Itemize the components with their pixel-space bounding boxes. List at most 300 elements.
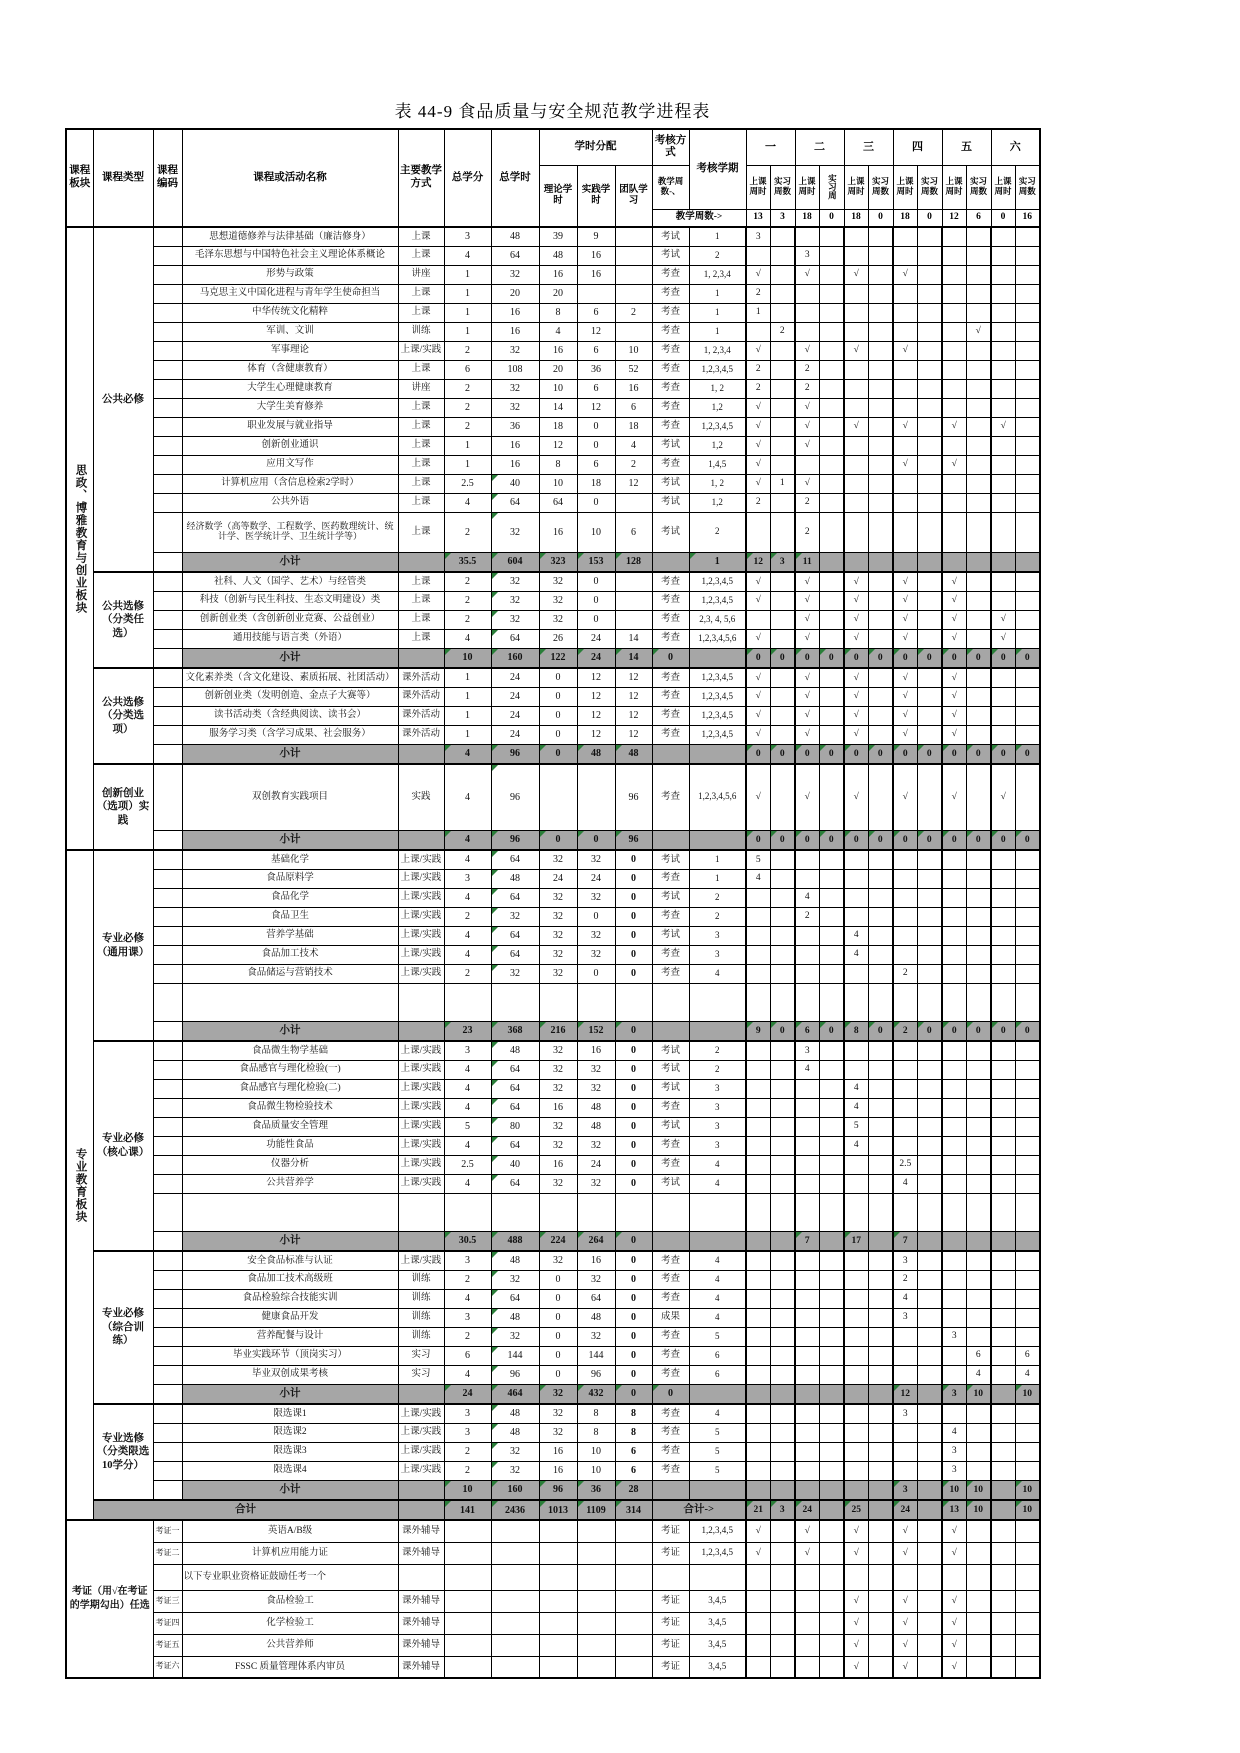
semester-cell xyxy=(746,1289,770,1308)
team-hours xyxy=(615,284,652,303)
total-credits xyxy=(444,1542,491,1564)
semester-cell: 2 xyxy=(746,360,770,379)
semester-cell xyxy=(893,888,917,907)
team-hours: 0 xyxy=(615,1136,652,1155)
semester-cell xyxy=(966,725,991,744)
semester-cell xyxy=(819,1520,844,1542)
semester-cell xyxy=(1015,907,1040,926)
total-hours xyxy=(491,1612,539,1634)
team-hours: 0 xyxy=(615,1384,652,1404)
course-code xyxy=(153,744,182,764)
semester-cell xyxy=(868,1612,893,1634)
theory-hours xyxy=(539,1193,577,1231)
semester-cell: √ xyxy=(795,572,819,591)
semester-cell xyxy=(893,869,917,888)
total-hours: 36 xyxy=(491,417,539,436)
semester-cell xyxy=(746,1155,770,1174)
exam-semester: 2 xyxy=(689,1060,746,1079)
course-code xyxy=(153,945,182,964)
course-code: 考证三 xyxy=(153,1590,182,1612)
team-hours: 0 xyxy=(615,1308,652,1327)
semester-cell: 0 xyxy=(917,744,942,764)
semester-cell xyxy=(942,1193,966,1231)
course-name: 科技（创新与民生科技、生态文明建设）类 xyxy=(182,591,398,610)
semester-cell xyxy=(966,1079,991,1098)
header-sub-1: 实习周数 xyxy=(770,165,795,209)
course-code xyxy=(153,1155,182,1174)
exam-semester: 1, 2 xyxy=(689,379,746,398)
total-hours: 144 xyxy=(491,1346,539,1365)
semester-cell xyxy=(819,1564,844,1590)
semester-cell xyxy=(795,455,819,474)
semester-cell xyxy=(917,1480,942,1500)
semester-cell xyxy=(770,1174,795,1193)
total-credits: 2 xyxy=(444,1461,491,1480)
semester-cell: √ xyxy=(795,629,819,648)
team-hours xyxy=(615,610,652,629)
exam-type xyxy=(652,1231,689,1251)
semester-cell xyxy=(868,1308,893,1327)
team-hours: 28 xyxy=(615,1480,652,1500)
subtotal-label: 小计 xyxy=(182,648,398,668)
semester-cell xyxy=(917,888,942,907)
total-hours xyxy=(491,1520,539,1542)
semester-cell: 3 xyxy=(795,1041,819,1060)
semester-cell xyxy=(819,1193,844,1231)
weeks-value: 0 xyxy=(991,209,1015,227)
semester-cell: 6 xyxy=(966,1346,991,1365)
semester-cell xyxy=(746,1384,770,1404)
semester-cell xyxy=(795,926,819,945)
practice-hours: 0 xyxy=(577,436,615,455)
semester-cell xyxy=(942,1098,966,1117)
semester-cell xyxy=(1015,1634,1040,1656)
semester-cell: √ xyxy=(844,687,868,706)
semester-cell xyxy=(819,284,844,303)
semester-cell xyxy=(942,379,966,398)
practice-hours: 24 xyxy=(577,629,615,648)
total-hours: 24 xyxy=(491,668,539,687)
course-name: 限选课3 xyxy=(182,1442,398,1461)
semester-cell xyxy=(917,1308,942,1327)
course-code: 考证一 xyxy=(153,1520,182,1542)
semester-cell xyxy=(819,1174,844,1193)
semester-cell xyxy=(795,1634,819,1656)
semester-cell: 0 xyxy=(868,1021,893,1041)
semester-cell xyxy=(770,1365,795,1384)
practice-hours: 152 xyxy=(577,1021,615,1041)
semester-cell xyxy=(1015,706,1040,725)
semester-cell xyxy=(917,1117,942,1136)
course-code xyxy=(153,552,182,572)
teaching-method: 课外辅导 xyxy=(398,1590,444,1612)
semester-cell xyxy=(746,1060,770,1079)
semester-cell xyxy=(770,764,795,830)
semester-cell xyxy=(770,1634,795,1656)
semester-cell: 2 xyxy=(795,493,819,512)
exam-type: 考查 xyxy=(652,1461,689,1480)
semester-cell xyxy=(746,1231,770,1251)
course-name: 经济数学（高等数学、工程数学、医药数理统计、统计学、医学统计学、卫生统计学等） xyxy=(182,512,398,552)
exam-semester: 1,4,5 xyxy=(689,455,746,474)
theory-hours: 16 xyxy=(539,341,577,360)
exam-type: 成果 xyxy=(652,1308,689,1327)
semester-cell xyxy=(746,1590,770,1612)
total-hours: 464 xyxy=(491,1384,539,1404)
semester-cell xyxy=(893,1442,917,1461)
practice-hours: 12 xyxy=(577,725,615,744)
semester-cell xyxy=(746,1041,770,1060)
semester-cell xyxy=(1015,1308,1040,1327)
semester-cell xyxy=(819,1289,844,1308)
team-hours: 0 xyxy=(615,1327,652,1346)
semester-cell xyxy=(819,303,844,322)
semester-cell xyxy=(795,964,819,983)
semester-cell xyxy=(1015,572,1040,591)
semester-cell: 0 xyxy=(819,648,844,668)
header-sub-2: 上课周时 xyxy=(795,165,819,209)
semester-cell: 3 xyxy=(942,1327,966,1346)
exam-type: 考查 xyxy=(652,1423,689,1442)
total-credits: 4 xyxy=(444,888,491,907)
total-credits: 4 xyxy=(444,744,491,764)
semester-cell xyxy=(966,493,991,512)
semester-cell xyxy=(917,398,942,417)
semester-cell: √ xyxy=(746,1520,770,1542)
semester-cell: 4 xyxy=(1015,1365,1040,1384)
practice-hours xyxy=(577,764,615,830)
total-hours: 80 xyxy=(491,1117,539,1136)
semester-cell xyxy=(770,227,795,246)
semester-cell xyxy=(1015,1136,1040,1155)
team-hours: 2 xyxy=(615,455,652,474)
semester-cell xyxy=(868,227,893,246)
exam-type: 考查 xyxy=(652,398,689,417)
semester-cell: √ xyxy=(746,474,770,493)
semester-cell xyxy=(966,246,991,265)
semester-cell xyxy=(966,1564,991,1590)
semester-cell: 2 xyxy=(795,379,819,398)
subtotal-label: 小计 xyxy=(182,1480,398,1500)
practice-hours: 6 xyxy=(577,303,615,322)
theory-hours: 216 xyxy=(539,1021,577,1041)
teaching-method: 上课 xyxy=(398,455,444,474)
teaching-method: 上课/实践 xyxy=(398,850,444,869)
course-name: 公共外语 xyxy=(182,493,398,512)
teaching-method xyxy=(398,552,444,572)
exam-semester: 1,2 xyxy=(689,398,746,417)
semester-cell xyxy=(770,850,795,869)
semester-cell: 2 xyxy=(746,284,770,303)
teaching-method: 上课 xyxy=(398,629,444,648)
semester-cell xyxy=(770,1404,795,1423)
semester-cell xyxy=(770,706,795,725)
semester-cell xyxy=(991,1041,1015,1060)
teaching-method: 上课 xyxy=(398,591,444,610)
theory-hours: 32 xyxy=(539,945,577,964)
weeks-value: 3 xyxy=(770,209,795,227)
exam-type: 考试 xyxy=(652,227,689,246)
theory-hours: 16 xyxy=(539,265,577,284)
theory-hours: 16 xyxy=(539,512,577,552)
exam-semester: 5 xyxy=(689,1327,746,1346)
course-name: 食品储运与营销技术 xyxy=(182,964,398,983)
total-hours xyxy=(491,1656,539,1678)
semester-cell xyxy=(966,1590,991,1612)
header-sem-2: 二 xyxy=(795,129,844,165)
semester-cell: 12 xyxy=(893,1384,917,1404)
total-credits: 2 xyxy=(444,1327,491,1346)
semester-cell xyxy=(991,1270,1015,1289)
semester-cell xyxy=(795,1289,819,1308)
header-theory: 理论学时 xyxy=(539,165,577,227)
semester-cell xyxy=(917,417,942,436)
team-hours xyxy=(615,1542,652,1564)
semester-cell: √ xyxy=(844,1612,868,1634)
total-credits: 2 xyxy=(444,512,491,552)
semester-cell xyxy=(868,1231,893,1251)
exam-semester: 3 xyxy=(689,945,746,964)
type-label: 专业必修（通用课） xyxy=(93,850,153,1041)
theory-hours: 32 xyxy=(539,964,577,983)
theory-hours: 0 xyxy=(539,706,577,725)
semester-cell xyxy=(844,227,868,246)
semester-cell xyxy=(917,1041,942,1060)
semester-cell xyxy=(746,1404,770,1423)
semester-cell xyxy=(991,687,1015,706)
course-name: 限选课4 xyxy=(182,1461,398,1480)
semester-cell xyxy=(868,1656,893,1678)
semester-cell xyxy=(917,1079,942,1098)
exam-type: 考查 xyxy=(652,725,689,744)
exam-type xyxy=(652,1564,689,1590)
semester-cell xyxy=(770,1308,795,1327)
semester-cell xyxy=(917,668,942,687)
theory-hours: 122 xyxy=(539,648,577,668)
semester-cell xyxy=(966,303,991,322)
semester-cell xyxy=(819,1542,844,1564)
semester-cell xyxy=(917,1251,942,1270)
semester-cell xyxy=(1015,1564,1040,1590)
exam-semester: 3 xyxy=(689,1136,746,1155)
semester-cell xyxy=(942,265,966,284)
semester-cell xyxy=(770,964,795,983)
total-hours xyxy=(491,1564,539,1590)
semester-cell xyxy=(844,493,868,512)
theory-hours: 14 xyxy=(539,398,577,417)
exam-type: 考查 xyxy=(652,1327,689,1346)
semester-cell: 0 xyxy=(1015,648,1040,668)
header-hours: 总学时 xyxy=(491,129,539,227)
course-name: 健康食品开发 xyxy=(182,1308,398,1327)
semester-cell xyxy=(966,455,991,474)
team-hours: 6 xyxy=(615,398,652,417)
semester-cell xyxy=(868,379,893,398)
semester-cell xyxy=(819,1079,844,1098)
exam-semester: 3,4,5 xyxy=(689,1612,746,1634)
total-credits: 4 xyxy=(444,1079,491,1098)
semester-cell xyxy=(795,1564,819,1590)
semester-cell: 4 xyxy=(795,1060,819,1079)
course-code xyxy=(153,668,182,687)
total-credits: 24 xyxy=(444,1384,491,1404)
semester-cell xyxy=(1015,1193,1040,1231)
semester-cell xyxy=(819,493,844,512)
semester-cell: 0 xyxy=(966,744,991,764)
practice-hours: 64 xyxy=(577,1289,615,1308)
semester-cell xyxy=(770,907,795,926)
semester-cell xyxy=(917,1612,942,1634)
semester-cell xyxy=(1015,417,1040,436)
exam-semester: 3 xyxy=(689,1098,746,1117)
total-hours: 48 xyxy=(491,869,539,888)
course-name: 食品微生物检验技术 xyxy=(182,1098,398,1117)
practice-hours: 36 xyxy=(577,1480,615,1500)
teaching-method xyxy=(398,1231,444,1251)
semester-cell xyxy=(917,725,942,744)
team-hours: 0 xyxy=(615,907,652,926)
semester-cell xyxy=(770,1612,795,1634)
semester-cell: √ xyxy=(844,1656,868,1678)
semester-cell xyxy=(991,436,1015,455)
team-hours: 4 xyxy=(615,436,652,455)
semester-cell: 0 xyxy=(942,744,966,764)
total-hours: 32 xyxy=(491,610,539,629)
total-credits: 3 xyxy=(444,1308,491,1327)
semester-cell xyxy=(819,1480,844,1500)
semester-cell: 2 xyxy=(746,379,770,398)
header-block: 课程板块 xyxy=(66,129,93,227)
practice-hours: 432 xyxy=(577,1384,615,1404)
total-credits: 30.5 xyxy=(444,1231,491,1251)
semester-cell xyxy=(770,1289,795,1308)
semester-cell: √ xyxy=(893,687,917,706)
semester-cell xyxy=(746,1251,770,1270)
theory-hours: 0 xyxy=(539,1308,577,1327)
total-credits: 2.5 xyxy=(444,1155,491,1174)
semester-cell xyxy=(868,436,893,455)
semester-cell xyxy=(991,1404,1015,1423)
teaching-method: 上课/实践 xyxy=(398,1060,444,1079)
semester-cell xyxy=(893,227,917,246)
semester-cell xyxy=(942,1289,966,1308)
semester-cell xyxy=(868,1564,893,1590)
exam-semester xyxy=(689,1231,746,1251)
teaching-method: 上课/实践 xyxy=(398,888,444,907)
exam-semester: 1,2,3,4,5,6 xyxy=(689,764,746,830)
semester-cell xyxy=(917,341,942,360)
semester-cell xyxy=(819,1461,844,1480)
theory-hours: 32 xyxy=(539,1384,577,1404)
teaching-method xyxy=(398,1564,444,1590)
semester-cell: √ xyxy=(795,1542,819,1564)
semester-cell: √ xyxy=(844,1520,868,1542)
semester-cell: √ xyxy=(893,455,917,474)
course-code xyxy=(153,591,182,610)
course-code xyxy=(153,493,182,512)
total-credits: 2 xyxy=(444,341,491,360)
team-hours: 0 xyxy=(615,1174,652,1193)
semester-cell xyxy=(746,322,770,341)
semester-cell xyxy=(868,1041,893,1060)
theory-hours xyxy=(539,1542,577,1564)
teaching-method: 上课/实践 xyxy=(398,341,444,360)
course-name: 食品卫生 xyxy=(182,907,398,926)
exam-type: 考试 xyxy=(652,1174,689,1193)
semester-cell xyxy=(795,1117,819,1136)
theory-hours: 16 xyxy=(539,1442,577,1461)
practice-hours: 48 xyxy=(577,744,615,764)
exam-semester: 2 xyxy=(689,888,746,907)
teaching-method: 上课 xyxy=(398,493,444,512)
semester-cell: 3 xyxy=(942,1461,966,1480)
semester-cell xyxy=(917,572,942,591)
semester-cell: √ xyxy=(844,1634,868,1656)
exam-type: 考查 xyxy=(652,1098,689,1117)
semester-cell xyxy=(795,983,819,1021)
practice-hours: 0 xyxy=(577,572,615,591)
course-name: FSSC 质量管理体系内审员 xyxy=(182,1656,398,1678)
theory-hours: 0 xyxy=(539,1365,577,1384)
semester-cell xyxy=(868,1500,893,1520)
semester-cell xyxy=(1015,629,1040,648)
semester-cell xyxy=(770,1590,795,1612)
total-credits: 1 xyxy=(444,668,491,687)
semester-cell xyxy=(991,284,1015,303)
course-code xyxy=(153,1270,182,1289)
team-hours: 6 xyxy=(615,1461,652,1480)
semester-cell: 0 xyxy=(991,648,1015,668)
total-hours: 64 xyxy=(491,888,539,907)
semester-cell xyxy=(917,850,942,869)
semester-cell xyxy=(868,1346,893,1365)
semester-cell xyxy=(770,1079,795,1098)
semester-cell xyxy=(795,1656,819,1678)
teaching-method xyxy=(398,830,444,850)
total-credits: 5 xyxy=(444,1117,491,1136)
course-code xyxy=(153,1251,182,1270)
semester-cell xyxy=(1015,1270,1040,1289)
exam-type: 考查 xyxy=(652,1365,689,1384)
team-hours: 0 xyxy=(615,1155,652,1174)
semester-cell xyxy=(917,455,942,474)
course-name: 通用技能与语言类（外语） xyxy=(182,629,398,648)
semester-cell xyxy=(868,1174,893,1193)
semester-cell xyxy=(991,552,1015,572)
exam-type: 考查 xyxy=(652,764,689,830)
semester-cell xyxy=(966,284,991,303)
theory-hours xyxy=(539,1564,577,1590)
semester-cell xyxy=(917,360,942,379)
semester-cell xyxy=(893,983,917,1021)
semester-cell xyxy=(844,1480,868,1500)
semester-cell xyxy=(966,1461,991,1480)
semester-cell xyxy=(770,983,795,1021)
semester-cell xyxy=(770,1231,795,1251)
exam-type xyxy=(652,552,689,572)
semester-cell: √ xyxy=(893,572,917,591)
semester-cell xyxy=(991,322,1015,341)
semester-cell xyxy=(819,227,844,246)
semester-cell: √ xyxy=(844,265,868,284)
semester-cell: 2 xyxy=(795,512,819,552)
semester-cell: 6 xyxy=(795,1021,819,1041)
semester-cell xyxy=(917,552,942,572)
team-hours: 0 xyxy=(615,1041,652,1060)
semester-cell xyxy=(1015,246,1040,265)
semester-cell xyxy=(770,417,795,436)
header-sub-6: 上课周时 xyxy=(893,165,917,209)
